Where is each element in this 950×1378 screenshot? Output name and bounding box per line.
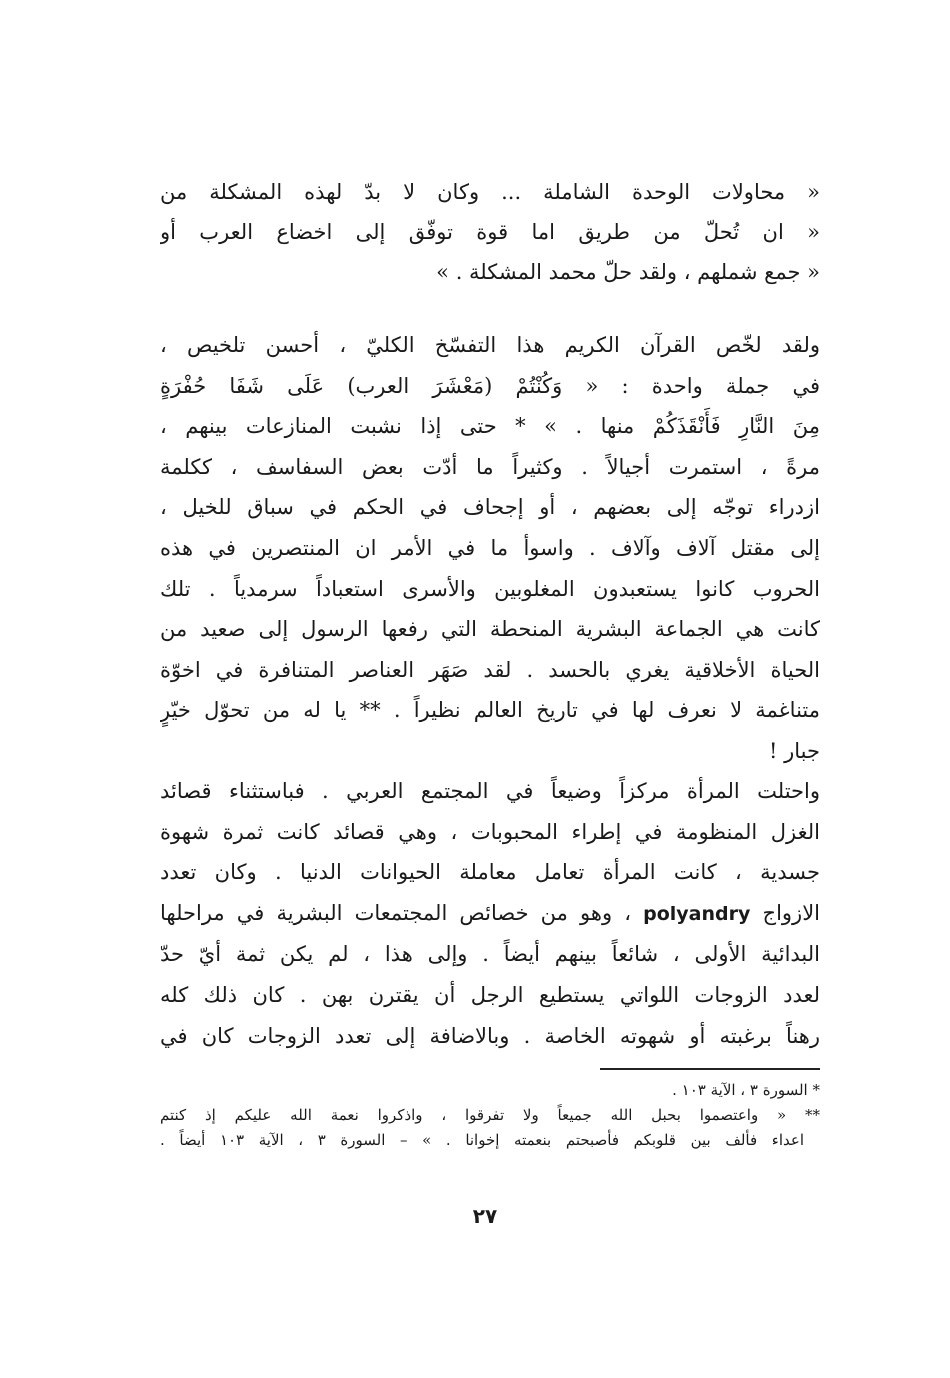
paragraph-fragment: ، وهو من خصائص المجتمعات البشرية في مراحلها <box>160 900 631 925</box>
paragraph-line: رهناً برغبته أو شهوته الخاصة . وبالاضافة إلى تعدد الزوجات كان في <box>160 1023 820 1048</box>
footnote-separator <box>600 1068 820 1070</box>
footnote-1: * السورة ٣ ، الآية ١٠٣ . <box>672 1081 820 1099</box>
paragraph-line: لعدد الزوجات اللواتي يستطيع الرجل أن يقترن بهن . كان ذلك كله <box>160 982 820 1007</box>
paragraph-line: واحتلت المرأة مركزاً وضيعاً في المجتمع العربي . فباستثناء قصائد <box>160 779 820 803</box>
latin-term: polyandry <box>643 902 751 925</box>
quote-line: « ان تُحلّ من طريق اما قوة توفّق إلى اخضاع العرب أو <box>160 220 820 244</box>
paragraph-quran-summary <box>160 325 820 772</box>
paragraph-line: ولقد لخّص القرآن الكريم هذا التفسّخ الكليّ ، أحسن تلخيص ، <box>160 333 820 357</box>
paragraph-women-status <box>160 771 820 1056</box>
paragraph-line: مِنَ النَّارِ فَأَنْقَذَكُمْ منها . » * حتى إذا نشبت المنازعات بينهم ، <box>160 414 820 439</box>
paragraph-line: في جملة واحدة : « وَكُنْتُمْ (مَعْشَرَ العرب) عَلَى شَفَا حُفْرَةٍ <box>160 373 820 398</box>
paragraph-fragment: الازواج <box>762 900 820 925</box>
paragraph-line: جسدية ، كانت المرأة تعامل معاملة الحيوانات الدنيا . وكان تعدد <box>160 860 820 885</box>
paragraph-line: البدائية الأولى ، شائعاً بينهم أيضاً . وإلى هذا ، لم يكن ثمة أيّ حدّ <box>160 942 820 967</box>
quotation-block <box>160 172 820 292</box>
paragraph-line: ازدراء توجّه إلى بعضهم ، أو إجحاف في الحكم في سباق للخيل ، <box>160 495 820 520</box>
paragraph-line: مرةً ، استمرت أجيالاً . وكثيراً ما أدّت بعض السفاسف ، ككلمة <box>160 454 820 479</box>
paragraph-line: متناغمة لا نعرف لها في تاريخ العالم نظيراً . ** يا له من تحوّل خيّرٍ <box>160 698 820 723</box>
footnote-2-line-2: اعداء فألف بين قلوبكم فأصبحتم بنعمته إخوانا . » – السورة ٣ ، الآية ١٠٣ أيضاً . <box>160 1131 804 1149</box>
paragraph-line: جبار ! <box>769 738 820 763</box>
paragraph-line: الحياة الأخلاقية يغري بالحسد . لقد صَهَر العناصر المتنافرة في اخوّة <box>160 657 820 682</box>
paragraph-line: الغزل المنظومة في إطراء المحبوبات ، وهي قصائد كانت ثمرة شهوة <box>160 819 820 844</box>
quote-line: « محاولات الوحدة الشاملة ... وكان لا بدّ لهذه المشكلة من <box>160 180 820 204</box>
paragraph-line: إلى مقتل آلاف وآلاف . واسوأ ما في الأمر ان المنتصرين في هذه <box>160 535 820 560</box>
paragraph-line: كانت هي الجماعة البشرية المنحطة التي رفعها الرسول إلى صعيد من <box>160 617 820 642</box>
footnotes <box>160 1078 820 1153</box>
paragraph-line: الحروب كانوا يستعبدون المغلوبين والأسرى استعباداً سرمدياً . تلك <box>160 576 820 601</box>
page-number: ٢٧ <box>472 1204 498 1228</box>
quote-line: « جمع شملهم ، ولقد حلّ محمد المشكلة . » <box>436 260 820 284</box>
footnote-2-line-1: ** « واعتصموا بحبل الله جميعاً ولا تفرقوا ، واذكروا نعمة الله عليكم إذ كنتم <box>160 1106 820 1124</box>
paragraph-line-polyandry <box>160 893 820 935</box>
